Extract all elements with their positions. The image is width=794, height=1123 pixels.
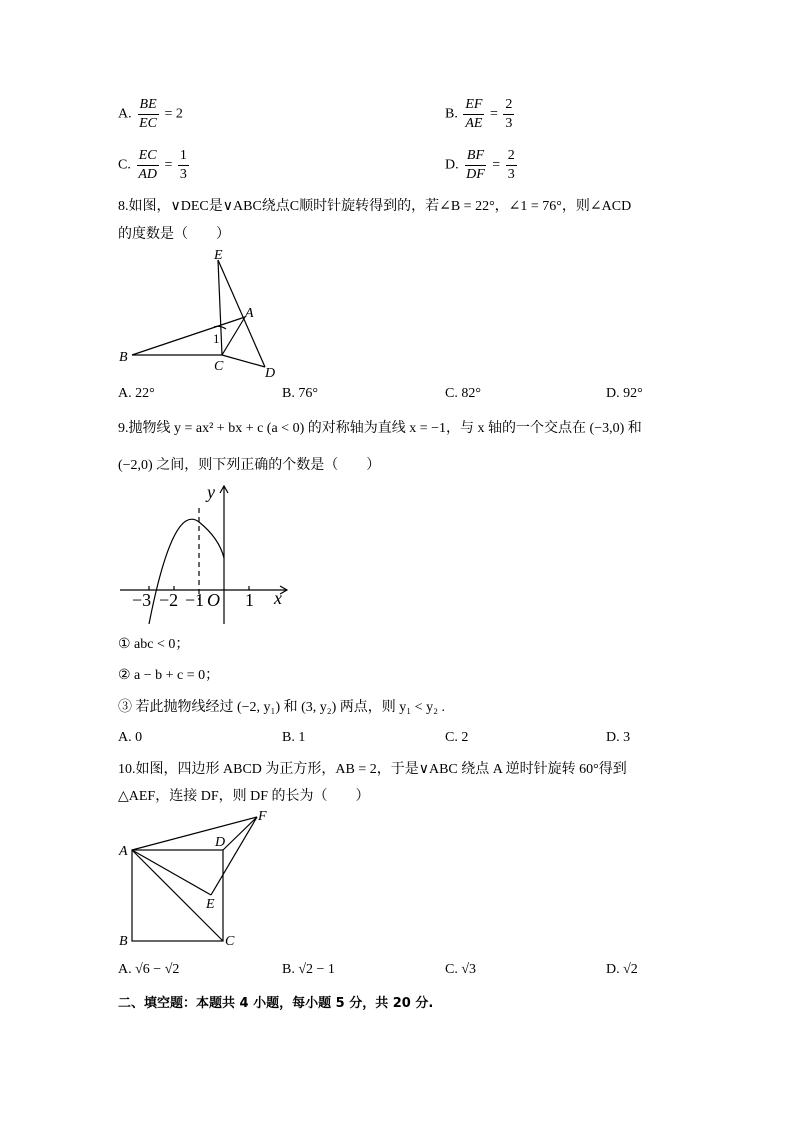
label-e: E	[214, 248, 223, 263]
segment-ef	[211, 817, 257, 895]
label-d: D	[215, 835, 226, 850]
q7-option-a: A. $\frac{BE}{EC}$ = 2	[118, 97, 183, 131]
label-c: C	[225, 934, 235, 949]
segment-ae	[132, 850, 211, 895]
fraction: $\frac{1}{3}$	[179, 148, 187, 182]
q8-figure	[110, 245, 290, 385]
q9-stem-line1: 9.抛物线 y = ax² + bx + c (a < 0) 的对称轴为直线 x = −1，与 x 轴的一个交点在 (−3,0) 和	[118, 421, 642, 436]
label-d: D	[265, 366, 276, 381]
label-f: F	[258, 809, 267, 824]
label-origin: O	[207, 590, 220, 610]
fraction: $\frac{EC}{AD}$	[138, 148, 158, 182]
q9-statement-1: ① abc < 0；	[118, 637, 190, 652]
q9-option-b: B. 1	[282, 730, 306, 745]
q10-stem-line1: 10.如图，四边形 ABCD 为正方形，AB = 2，于是∨ABC 绕点 A 逆时针旋转 60°得到	[118, 762, 627, 777]
tick-label: −3	[132, 590, 152, 610]
q8-option-b: B. 76°	[282, 386, 318, 401]
q10-stem-line2: △AEF，连接 DF，则 DF 的长为（ ）	[118, 789, 370, 804]
segment-cd	[222, 355, 265, 367]
fraction: $\frac{2}{3}$	[507, 148, 515, 182]
fraction: $\frac{EF}{AE}$	[465, 97, 483, 131]
q8-stem-line2: 的度数是（ ）	[118, 227, 230, 242]
q7-option-b: B. $\frac{EF}{AE}$ = $\frac{2}{3}$	[445, 97, 513, 131]
label-e: E	[206, 897, 215, 912]
label-angle-1: 1	[213, 331, 220, 346]
q7-option-c: C. $\frac{EC}{AD}$ = $\frac{1}{3}$	[118, 148, 187, 182]
tick-label: 1	[245, 590, 254, 610]
fraction: $\frac{BE}{EC}$	[139, 97, 158, 131]
q9-statement-3: ③ 若此抛物线经过 (−2, y₁) 和 (3, y₂) 两点，则 y₁ < y₂ .	[118, 700, 445, 715]
q10-option-a: A. √6 − √2	[118, 962, 180, 977]
q9-option-d: D. 3	[606, 730, 631, 745]
q9-statement-2: ② a − b + c = 0；	[118, 668, 220, 683]
q7-option-d: D. $\frac{BF}{DF}$ = $\frac{2}{3}$	[445, 148, 515, 182]
label-y: y	[207, 482, 215, 502]
label-a: A	[119, 844, 128, 859]
q9-option-c: C. 2	[445, 730, 469, 745]
q8-option-d: D. 92°	[606, 386, 643, 401]
section-heading-fill-in: 二、填空题：本题共 4 小题，每小题 5 分，共 20 分.	[118, 996, 434, 1011]
q8-option-a: A. 22°	[118, 386, 155, 401]
segment-ba	[132, 317, 245, 355]
tick-label: −1	[185, 590, 205, 610]
q8-stem-line1: 8.如图，∨DEC是∨ABC绕点C顺时针旋转得到的，若∠B = 22°，∠1 = 76°，则∠ACD	[118, 199, 632, 214]
fraction: $\frac{BF}{DF}$	[466, 148, 485, 182]
tick-label: −2	[159, 590, 179, 610]
fraction: $\frac{2}{3}$	[505, 97, 513, 131]
segment-ca	[222, 317, 245, 355]
label-b: B	[119, 934, 128, 949]
diagonal-ac	[132, 850, 223, 941]
label-b: B	[119, 350, 128, 365]
q10-option-d: D. √2	[606, 962, 638, 977]
q9-option-a: A. 0	[118, 730, 143, 745]
q9-figure	[115, 478, 295, 626]
angle-1-arc	[214, 326, 226, 329]
q10-option-b: B. √2 − 1	[282, 962, 335, 977]
segment-af	[132, 817, 257, 850]
label-x: x	[274, 588, 282, 608]
q8-option-c: C. 82°	[445, 386, 481, 401]
label-a: A	[245, 306, 254, 321]
q9-stem-line2: (−2,0) 之间，则下列正确的个数是（ ）	[118, 458, 381, 473]
q10-figure	[112, 808, 277, 953]
q10-option-c: C. √3	[445, 962, 477, 977]
label-c: C	[214, 359, 224, 374]
